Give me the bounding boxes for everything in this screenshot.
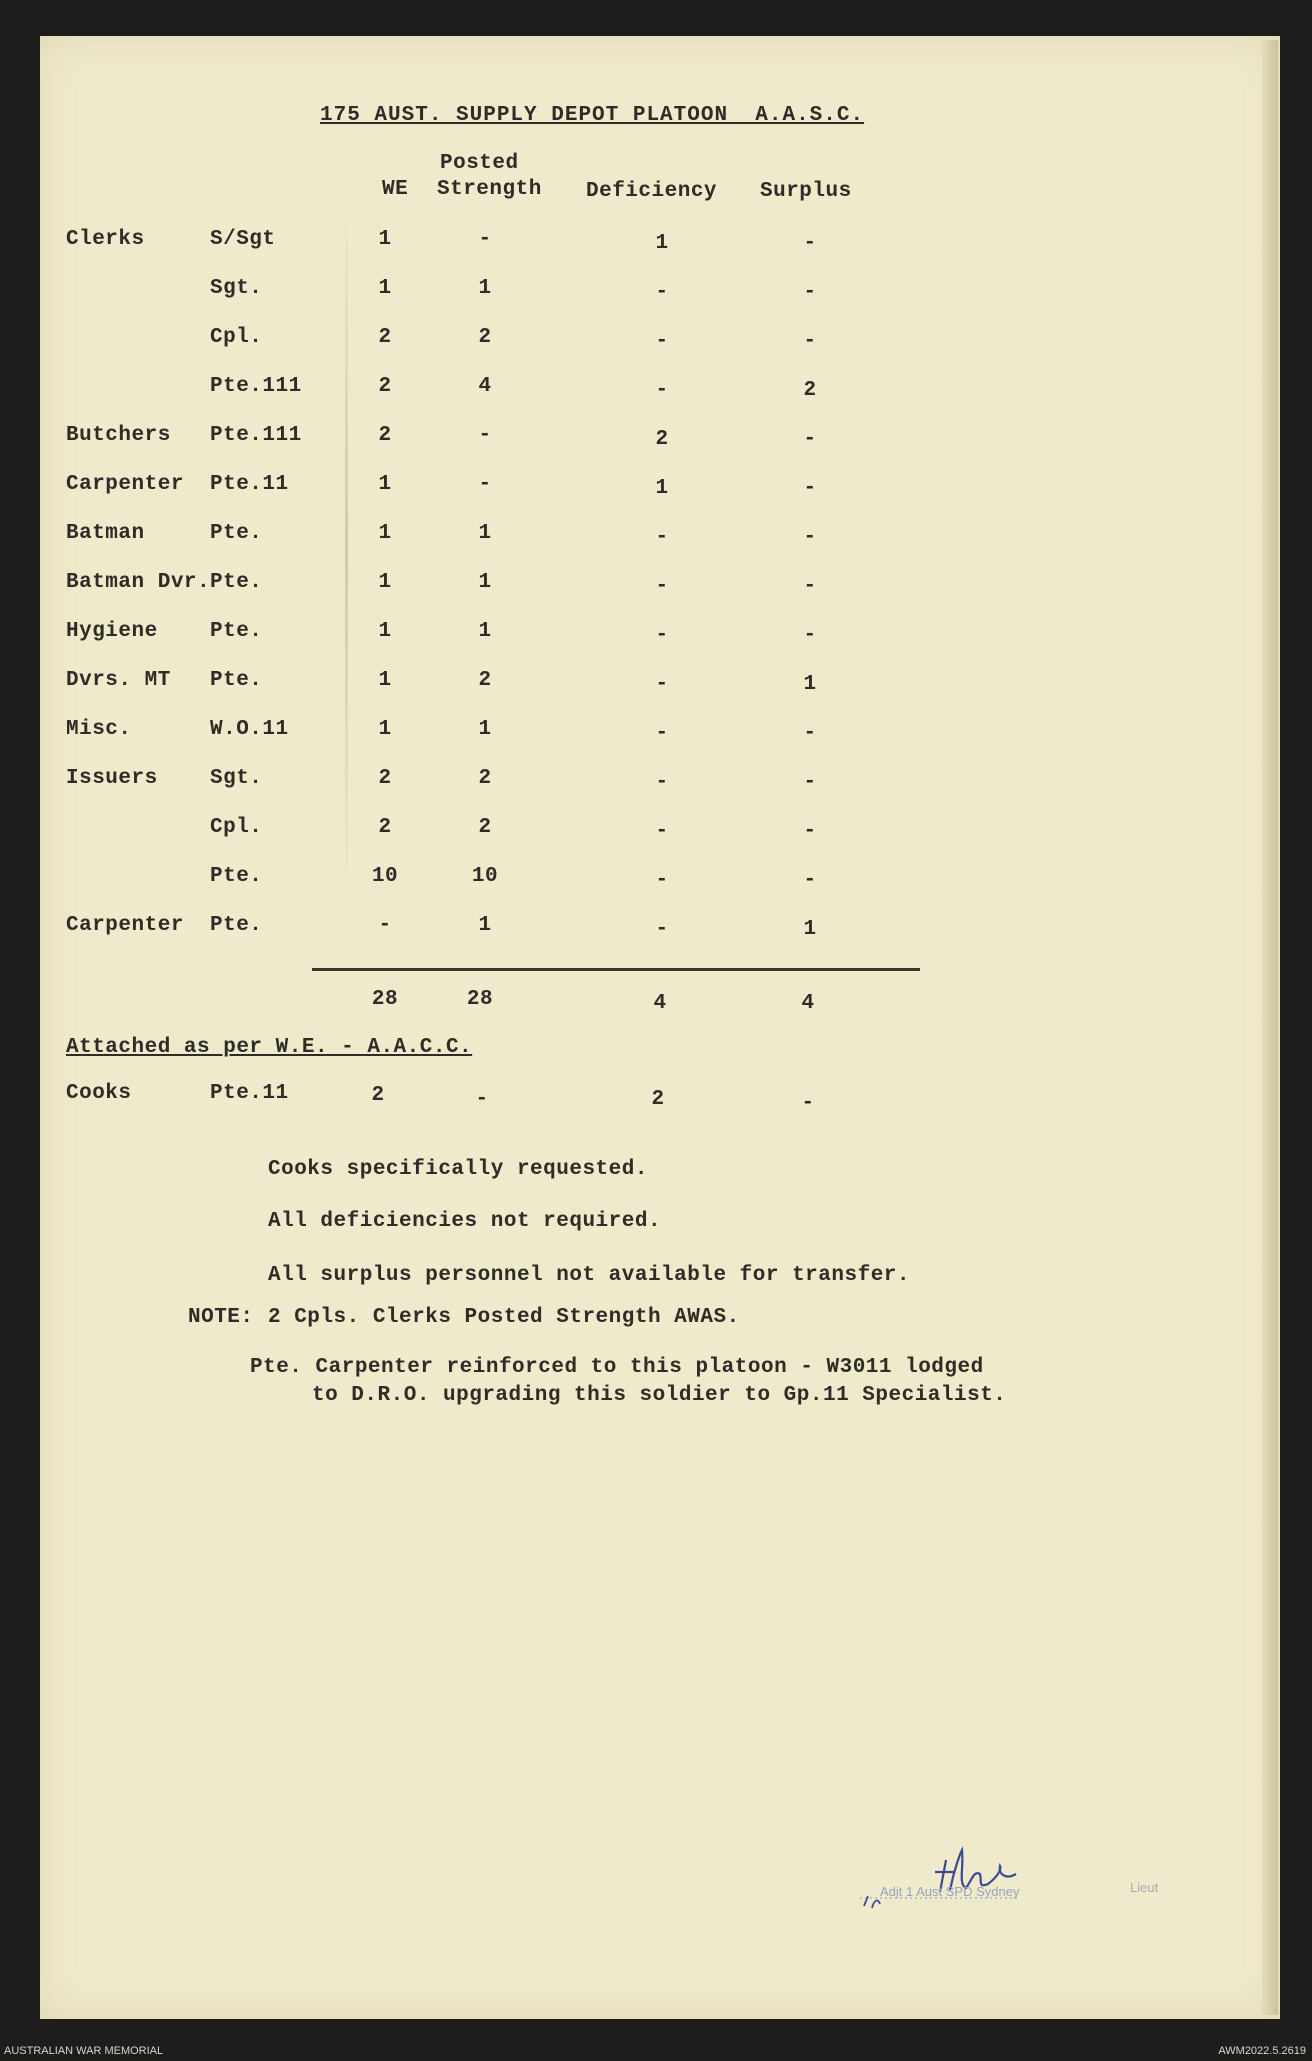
row-posted: 2 (478, 669, 492, 692)
row-rank: Sgt. (210, 277, 263, 300)
row-surplus: 1 (803, 918, 817, 941)
row-rank: Pte. (210, 669, 263, 692)
row-deficiency: - (655, 281, 669, 304)
row-rank: Cpl. (210, 326, 263, 349)
row-posted: 2 (478, 767, 492, 790)
row-posted: 1 (478, 620, 492, 643)
row-we: 1 (378, 620, 392, 643)
row-we: 2 (378, 816, 392, 839)
note-line-2: All deficiencies not required. (268, 1210, 662, 1233)
attached-heading: Attached as per W.E. - A.A.C.C. (66, 1036, 473, 1059)
row-deficiency: - (655, 918, 669, 941)
col-deficiency-header: Deficiency (586, 180, 718, 203)
row-rank: Sgt. (210, 767, 263, 790)
row-posted: 1 (478, 571, 492, 594)
row-rank: Cpl. (210, 816, 263, 839)
row-we: 1 (378, 277, 392, 300)
note-line-1: Cooks specifically requested. (268, 1158, 648, 1181)
col-we-header: WE (382, 178, 409, 201)
total-deficiency: 4 (653, 992, 667, 1015)
signature-stamp: Adjt 1 Aust SPD Sydney (880, 1884, 1020, 1899)
row-we: 1 (378, 473, 392, 496)
row-we: 1 (378, 669, 392, 692)
row-posted: 1 (478, 277, 492, 300)
row-deficiency: - (655, 869, 669, 892)
row-we: - (378, 914, 392, 937)
row-deficiency: - (655, 330, 669, 353)
row-rank: S/Sgt (210, 228, 276, 251)
row-deficiency: - (655, 526, 669, 549)
row-rank: Pte.11 (210, 473, 289, 496)
row-posted: 1 (478, 914, 492, 937)
row-rank: Pte. (210, 522, 263, 545)
row-deficiency: 1 (655, 477, 669, 500)
attached-surplus: - (801, 1092, 815, 1115)
row-deficiency: - (655, 379, 669, 402)
attached-deficiency: 2 (651, 1088, 665, 1111)
col-posted-header-line2: Strength (437, 178, 542, 201)
row-rank: Pte. (210, 865, 263, 888)
row-surplus: - (803, 526, 817, 549)
footer-reference: AWM2022.5.2619 (1218, 2045, 1306, 2057)
row-surplus: - (803, 281, 817, 304)
note-label: NOTE: (188, 1306, 254, 1329)
row-deficiency: - (655, 673, 669, 696)
row-group: Batman Dvr. (66, 571, 211, 594)
row-group: Hygiene (66, 620, 158, 643)
row-deficiency: - (655, 771, 669, 794)
row-group: Carpenter (66, 914, 184, 937)
row-rank: Pte. (210, 914, 263, 937)
row-posted: 10 (471, 865, 499, 888)
row-surplus: - (803, 330, 817, 353)
footer-credit: AUSTRALIAN WAR MEMORIAL (4, 2045, 164, 2057)
row-surplus: - (803, 722, 817, 745)
row-deficiency: - (655, 722, 669, 745)
row-we: 10 (371, 865, 399, 888)
row-we: 2 (378, 326, 392, 349)
total-we: 28 (371, 988, 399, 1011)
page-edge (1262, 40, 1278, 2015)
row-we: 2 (378, 375, 392, 398)
row-we: 1 (378, 522, 392, 545)
row-deficiency: 2 (655, 428, 669, 451)
fold-crease (345, 190, 348, 910)
row-rank: Pte.111 (210, 375, 302, 398)
row-surplus: - (803, 820, 817, 843)
row-posted: 2 (478, 326, 492, 349)
row-group: Butchers (66, 424, 171, 447)
row-group: Clerks (66, 228, 145, 251)
row-deficiency: 1 (655, 232, 669, 255)
row-surplus: - (803, 624, 817, 647)
total-surplus: 4 (801, 992, 815, 1015)
row-rank: Pte.111 (210, 424, 302, 447)
col-surplus-header: Surplus (760, 180, 852, 203)
row-we: 1 (378, 571, 392, 594)
row-group: Dvrs. MT (66, 669, 171, 692)
row-deficiency: - (655, 820, 669, 843)
row-deficiency: - (655, 624, 669, 647)
row-surplus: - (803, 428, 817, 451)
row-group: Batman (66, 522, 145, 545)
row-surplus: - (803, 771, 817, 794)
row-we: 2 (378, 424, 392, 447)
col-posted-header-line1: Posted (440, 152, 519, 175)
row-deficiency: - (655, 575, 669, 598)
note-paragraph-line-2: to D.R.O. upgrading this soldier to Gp.11 Specialist. (312, 1384, 1007, 1407)
attached-rank: Pte.11 (210, 1082, 289, 1105)
row-posted: - (478, 424, 492, 447)
attached-we: 2 (371, 1084, 385, 1107)
row-we: 2 (378, 767, 392, 790)
attached-group: Cooks (66, 1082, 132, 1105)
attached-posted: - (475, 1088, 489, 1111)
document-title: 175 AUST. SUPPLY DEPOT PLATOON A.A.S.C. (320, 104, 865, 127)
row-rank: Pte. (210, 620, 263, 643)
row-rank: W.O.11 (210, 718, 289, 741)
row-surplus: - (803, 869, 817, 892)
note-text: 2 Cpls. Clerks Posted Strength AWAS. (268, 1306, 740, 1329)
note-line-3: All surplus personnel not available for transfer. (268, 1264, 911, 1287)
row-rank: Pte. (210, 571, 263, 594)
row-surplus: 1 (803, 673, 817, 696)
signature (850, 1840, 1190, 1910)
row-surplus: - (803, 575, 817, 598)
row-group: Issuers (66, 767, 158, 790)
row-group: Misc. (66, 718, 132, 741)
signature-scribble (850, 1840, 1190, 1910)
row-we: 1 (378, 718, 392, 741)
row-group: Carpenter (66, 473, 184, 496)
row-posted: 1 (478, 718, 492, 741)
total-posted: 28 (466, 988, 494, 1011)
totals-rule (312, 968, 920, 971)
row-we: 1 (378, 228, 392, 251)
row-posted: - (478, 228, 492, 251)
row-posted: 4 (478, 375, 492, 398)
note-paragraph-line-1: Pte. Carpenter reinforced to this platoon - W3011 lodged (250, 1356, 984, 1379)
row-surplus: - (803, 477, 817, 500)
signature-rank: Lieut (1130, 1880, 1159, 1895)
row-posted: 2 (478, 816, 492, 839)
row-posted: 1 (478, 522, 492, 545)
row-surplus: 2 (803, 379, 817, 402)
row-posted: - (478, 473, 492, 496)
row-surplus: - (803, 232, 817, 255)
